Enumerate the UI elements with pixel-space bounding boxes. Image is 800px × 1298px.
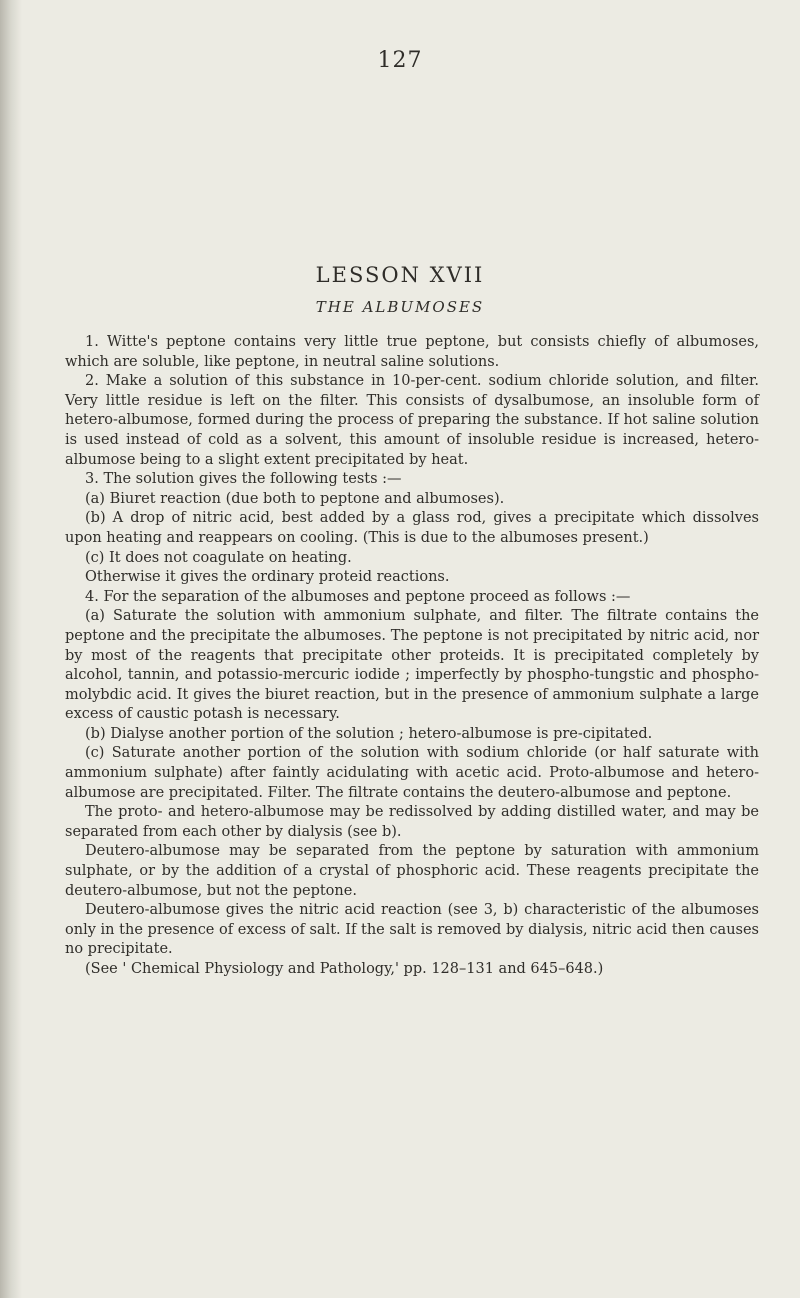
paragraph-2: 2. Make a solution of this substance in 10-per-cent. sodium chloride solution, and filter. Very little residue is left on the filter. This consists of dysalbumose, an insoluble form of hetero-albumose, formed during the process of preparing the substance. If hot saline solution is used instead of cold as a solvent, this amount of insoluble residue is increased, hetero-albumose being to a slight extent precipitated by heat. xyxy=(65,373,759,468)
paragraph-1: 1. Witte's peptone contains very little true peptone, but consists chiefly of albumoses, which are soluble, like peptone, in neutral saline solutions. xyxy=(65,334,759,370)
paragraph-4b: (b) Dialyse another portion of the solution ; hetero-albumose is pre-cipitated. xyxy=(85,725,653,742)
paragraph-4c: (c) Saturate another portion of the solution with sodium chloride (or half saturate with ammonium sulphate) after faintly acidulating with acetic acid. Proto-albumose and hetero-albumose are precipitated. Filter. The filtrate contains the deutero-albumose and peptone. xyxy=(65,745,759,801)
lesson-subtitle: THE ALBUMOSES xyxy=(315,298,485,316)
lesson-title: LESSON XVII xyxy=(315,263,485,287)
page-number: 127 xyxy=(377,48,423,73)
paragraph-deutero-separation: Deutero-albumose may be separated from the peptone by saturation with ammonium sulphate, or by the addition of a crystal of phosphoric acid. These reagents precipitate the deutero-albumose, but not the peptone. xyxy=(65,843,759,899)
paragraph-deutero-nitric: Deutero-albumose gives the nitric acid reaction (see 3, b) characteristic of the albumoses only in the presence of excess of salt. If the salt is removed by dialysis, nitric acid then causes no precipitate. xyxy=(65,902,759,958)
paragraph-reference: (See ' Chemical Physiology and Pathology,' pp. 128–131 and 645–648.) xyxy=(85,961,604,977)
body-text xyxy=(65,333,759,980)
paragraph-3: 3. The solution gives the following tests :— xyxy=(85,471,402,488)
paragraph-3-otherwise: Otherwise it gives the ordinary proteid reactions. xyxy=(85,569,450,586)
paragraph-4: 4. For the separation of the albumoses and peptone proceed as follows :— xyxy=(85,588,631,605)
page-edge-shadow xyxy=(0,0,22,1298)
paragraph-3a: (a) Biuret reaction (due both to peptone and albumoses). xyxy=(85,490,505,507)
paragraph-3b: (b) A drop of nitric acid, best added by a glass rod, gives a precipitate which dissolves upon heating and reappears on cooling. (This is due to the albumoses present.) xyxy=(65,510,759,546)
paragraph-4a: (a) Saturate the solution with ammonium sulphate, and filter. The filtrate contains the peptone and the precipitate the albumoses. The peptone is not precipitated by nitric acid, nor by most of the reagents that precipitate other proteids. It is precipitated completely by alcohol, tannin, and potassio-mercuric iodide ; imperfectly by phospho-tungstic and phospho-molybdic acid. It gives the biuret reaction, but in the presence of ammonium sulphate a large excess of caustic potash is necessary. xyxy=(65,608,759,723)
paragraph-proto-hetero: The proto- and hetero-albumose may be redissolved by adding distilled water, and may be separated from each other by dialysis (see b). xyxy=(65,804,759,840)
paragraph-3c: (c) It does not coagulate on heating. xyxy=(85,549,352,566)
